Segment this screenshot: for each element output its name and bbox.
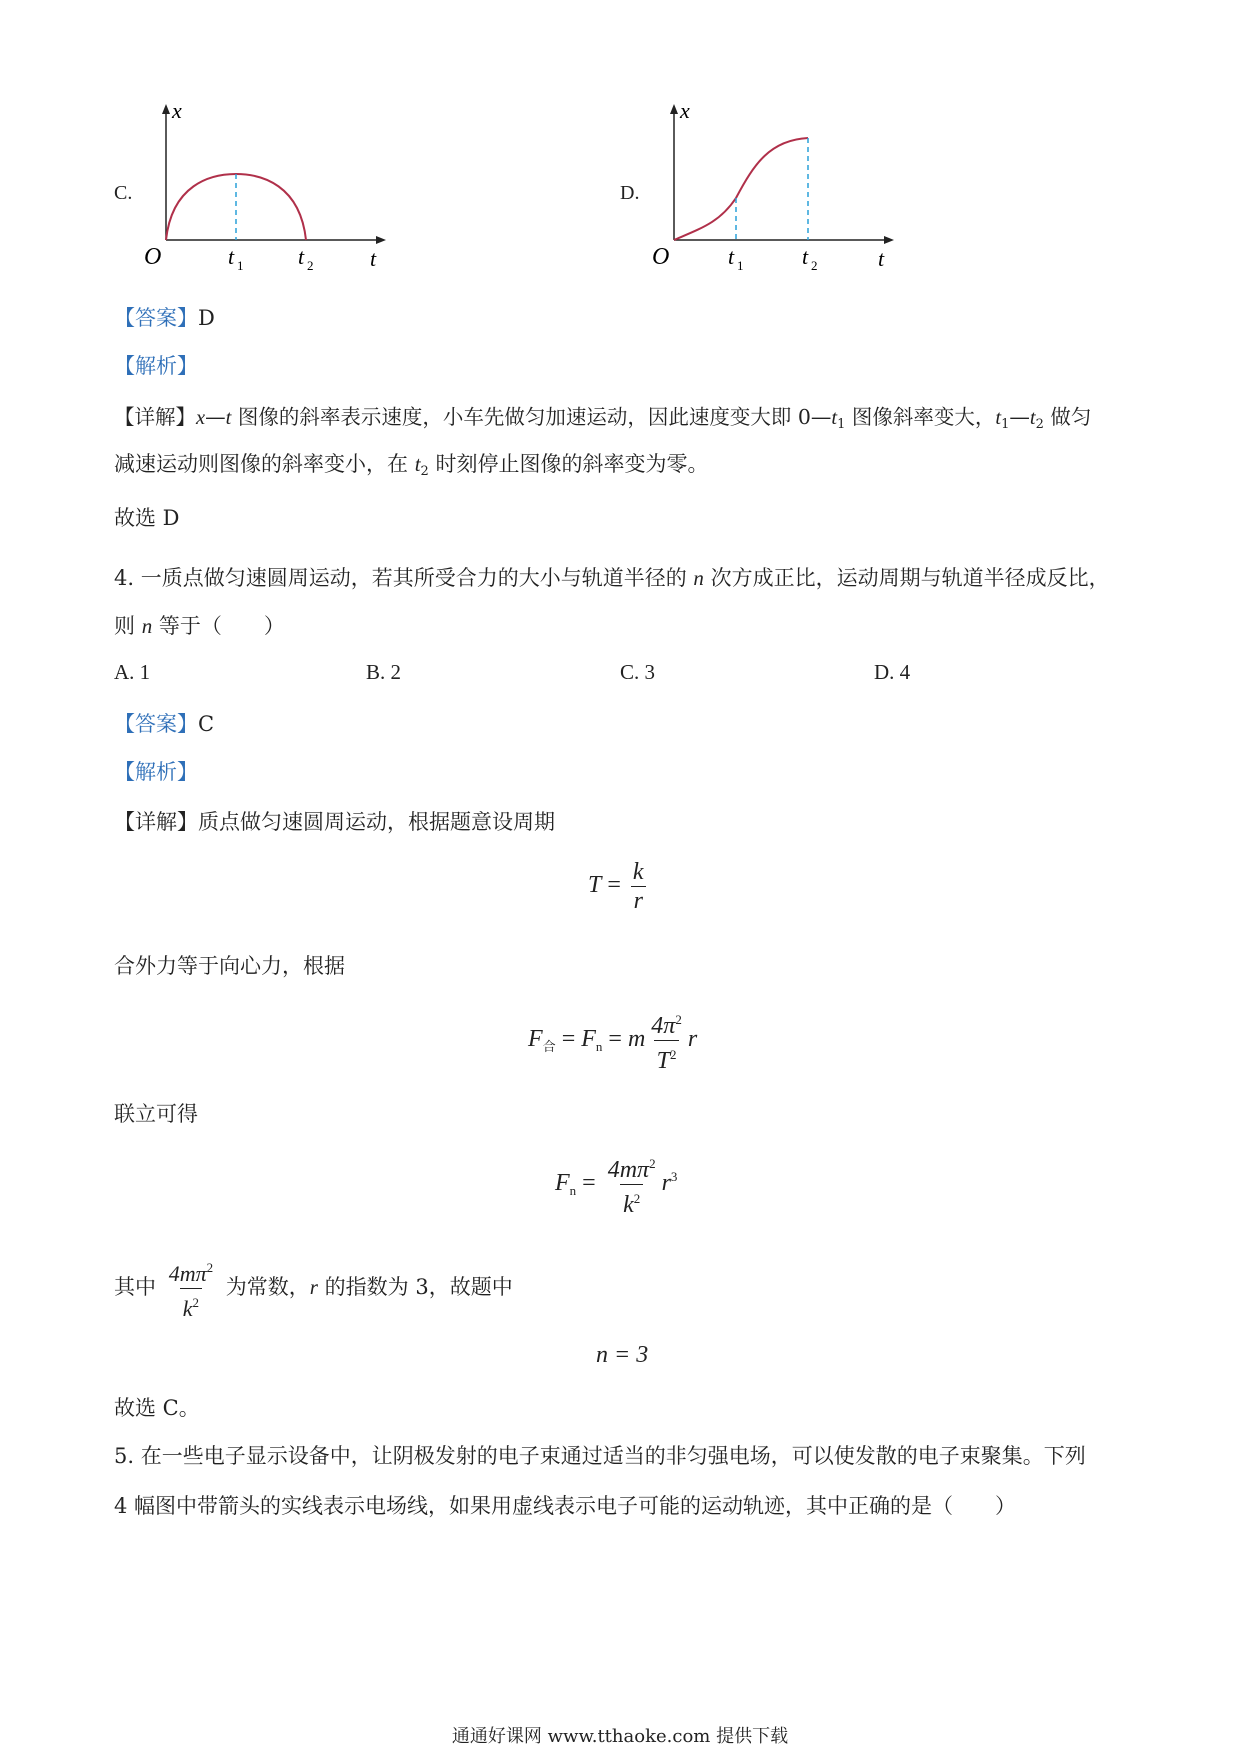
t-axis-label: t: [878, 246, 885, 271]
detail-tag: 【详解】: [114, 405, 196, 429]
t2-sub: 2: [811, 258, 818, 273]
option-a: A. 1: [114, 660, 151, 684]
t1-label: t: [728, 244, 735, 269]
graph-c: [140, 100, 400, 280]
equation-period: T = $\frac{k}{r}$: [588, 858, 650, 915]
q3-detail-line2: 减速运动则图像的斜率变小，在 $t_2$ 时刻停止图像的斜率变为零。: [114, 452, 709, 479]
q4-text4: 其中 $\frac{4m\pi^2}{k^2}$ 为常数，r 的指数为 3，故题中: [114, 1260, 513, 1321]
q4-analysis: [114, 756, 198, 786]
x-axis-arrow: [670, 104, 678, 114]
t-axis-arrow: [376, 236, 386, 244]
analysis-tag: 【解析】: [114, 354, 198, 378]
t-axis-arrow: [884, 236, 894, 244]
equation-n: n = 3: [596, 1342, 649, 1368]
q4-stem-line2: 则 n 等于（ ）: [114, 614, 285, 638]
origin-label: O: [652, 244, 670, 270]
t1-sub: 1: [737, 258, 744, 273]
q4-detail: 【详解】质点做匀速圆周运动，根据题意设周期: [114, 810, 555, 834]
q4-text2: 合外力等于向心力，根据: [114, 954, 345, 978]
q3-analysis: [114, 350, 198, 380]
option-d: D. 4: [874, 660, 911, 684]
option-b: B. 2: [366, 660, 402, 684]
answer-tag: 【答案】: [114, 712, 198, 736]
q3-answer: [114, 302, 215, 332]
graph-d: [652, 100, 912, 280]
option-c: C. 3: [620, 660, 656, 684]
equation-fn: $F_n$ = $\frac{4m\pi^2}{k^2}$ $r^3$: [555, 1156, 678, 1218]
curve-d: [674, 138, 808, 240]
q4-text3: 联立可得: [114, 1102, 198, 1126]
q5-stem-line2: 4 幅图中带箭头的实线表示电场线，如果用虚线表示电子可能的运动轨迹，其中正确的是（ ）: [114, 1494, 1017, 1518]
t1-sub: 1: [237, 258, 244, 273]
t-axis-label: t: [370, 246, 377, 271]
answer-value: D: [198, 306, 215, 330]
detail-tag: 【详解】: [114, 810, 198, 834]
q4-answer: [114, 708, 214, 738]
footer-watermark: 通通好课网 www.tthaoke.com 提供下载: [451, 1726, 789, 1747]
origin-label: O: [144, 244, 162, 270]
x-axis-label: x: [172, 100, 182, 123]
analysis-tag: 【解析】: [114, 760, 198, 784]
equation-force: $F_合 = F_n = m$ $\frac{4\pi^2}{T^2}$ r: [528, 1012, 698, 1074]
q4-conclusion: 故选 C。: [114, 1396, 200, 1420]
t2-sub: 2: [307, 258, 314, 273]
q3-conclusion: 故选 D: [114, 506, 180, 530]
t2-label: t: [802, 244, 809, 269]
q3-detail-line1: 【详解】x—t 图像的斜率表示速度，小车先做匀加速运动，因此速度变大即 $0—t_1$ 图像斜率变大，$t_1—t_2$ 做匀: [114, 405, 1092, 432]
t1-label: t: [228, 244, 235, 269]
q5-stem-line1: 5. 在一些电子显示设备中，让阴极发射的电子束通过适当的非匀强电场，可以使发散的电子束聚集。下列: [114, 1444, 1086, 1468]
option-d-label: D.: [620, 182, 640, 204]
x-axis-label: x: [680, 100, 690, 123]
q4-stem-line1: 4. 一质点做匀速圆周运动，若其所受合力的大小与轨道半径的 n 次方成正比，运动周期与轨道半径成反比，: [114, 566, 1110, 590]
answer-tag: 【答案】: [114, 306, 198, 330]
t2-label: t: [298, 244, 305, 269]
option-c-label: C.: [114, 182, 133, 204]
answer-value: C: [198, 712, 215, 736]
x-axis-arrow: [162, 104, 170, 114]
